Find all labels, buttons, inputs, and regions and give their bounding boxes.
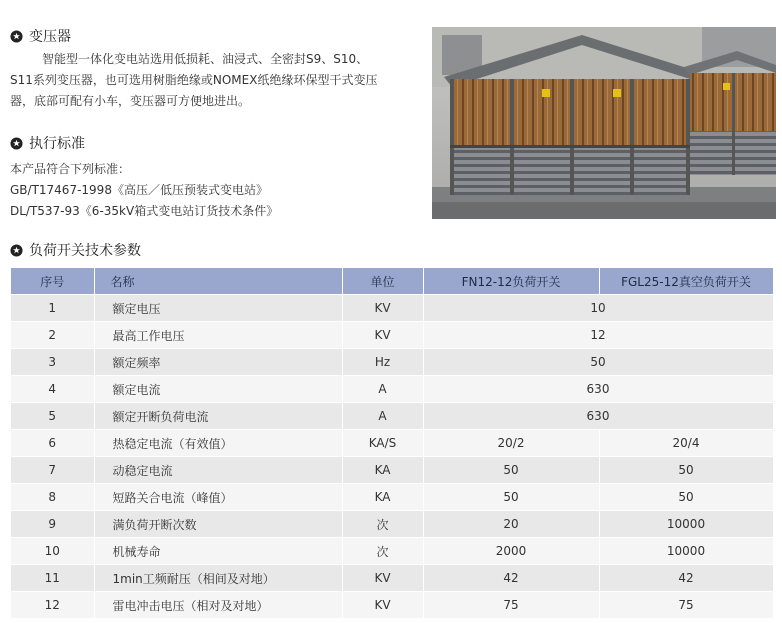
cell-name: 雷电冲击电压（相对及对地） — [94, 592, 342, 619]
cell-no: 10 — [11, 538, 94, 565]
cell-name: 动稳定电流 — [94, 457, 342, 484]
cell-name: 额定电压 — [94, 295, 342, 322]
cell-unit: 次 — [342, 511, 423, 538]
header-fgl25: FGL25-12真空负荷开关 — [599, 268, 773, 295]
cell-value-shared: 10 — [423, 295, 773, 322]
cell-fgl25: 42 — [599, 565, 773, 592]
cell-no: 6 — [11, 430, 94, 457]
table-row — [11, 403, 773, 430]
cell-no: 9 — [11, 511, 94, 538]
transformer-line-2: S11系列变压器，也可选用树脂绝缘或NOMEX纸绝缘环保型干式变压 — [10, 73, 378, 87]
standards-line-1: 本产品符合下列标准： — [10, 162, 131, 176]
cell-value-shared: 12 — [423, 322, 773, 349]
transformer-line-3: 器，底部可配有小车，变压器可方便地进出。 — [10, 94, 251, 108]
section-title-standards — [10, 133, 85, 153]
table-row — [11, 484, 773, 511]
cell-unit: A — [342, 376, 423, 403]
cell-fn12: 20/2 — [423, 430, 599, 457]
cell-unit: KA — [342, 457, 423, 484]
cell-fn12: 50 — [423, 484, 599, 511]
cell-name: 额定频率 — [94, 349, 342, 376]
cell-no: 1 — [11, 295, 94, 322]
table-row — [11, 511, 773, 538]
cell-fn12: 75 — [423, 592, 599, 619]
transformer-line-1: 智能型一体化变电站选用低损耗、油浸式、全密封S9、S10、 — [42, 52, 369, 66]
cell-no: 2 — [11, 322, 94, 349]
cell-no: 7 — [11, 457, 94, 484]
cell-unit: Hz — [342, 349, 423, 376]
cell-unit: 次 — [342, 538, 423, 565]
cell-unit: KV — [342, 565, 423, 592]
load-switch-spec-table — [11, 268, 774, 618]
cell-fn12: 50 — [423, 457, 599, 484]
standards-line-3: DL/T537-93《6-35kV箱式变电站订货技术条件》 — [10, 204, 279, 218]
cell-fn12: 42 — [423, 565, 599, 592]
cell-fn12: 2000 — [423, 538, 599, 565]
cell-fgl25: 75 — [599, 592, 773, 619]
cell-no: 11 — [11, 565, 94, 592]
gear-bullet-icon — [10, 30, 23, 43]
cell-value-shared: 50 — [423, 349, 773, 376]
cell-name: 满负荷开断次数 — [94, 511, 342, 538]
section-title-text: 执行标准 — [29, 136, 85, 152]
header-unit: 单位 — [342, 268, 423, 295]
standards-line-2: GB/T17467-1998《高压／低压预装式变电站》 — [10, 183, 268, 197]
cell-fgl25: 50 — [599, 457, 773, 484]
gear-bullet-icon — [10, 137, 23, 150]
header-fn12: FN12-12负荷开关 — [423, 268, 599, 295]
cell-unit: KA/S — [342, 430, 423, 457]
cell-name: 额定电流 — [94, 376, 342, 403]
cell-name: 最高工作电压 — [94, 322, 342, 349]
cell-value-shared: 630 — [423, 403, 773, 430]
table-row — [11, 376, 773, 403]
cell-no: 4 — [11, 376, 94, 403]
section-title-switch-params — [10, 240, 141, 260]
cell-unit: A — [342, 403, 423, 430]
gear-bullet-icon — [10, 244, 23, 257]
cell-fgl25: 10000 — [599, 511, 773, 538]
cell-value-shared: 630 — [423, 376, 773, 403]
cell-name: 额定开断负荷电流 — [94, 403, 342, 430]
table-row — [11, 322, 773, 349]
table-row — [11, 538, 773, 565]
substation-photo — [432, 27, 776, 219]
cell-no: 12 — [11, 592, 94, 619]
table-body — [11, 295, 773, 619]
cell-no: 3 — [11, 349, 94, 376]
cell-no: 5 — [11, 403, 94, 430]
table-row — [11, 295, 773, 322]
cell-name: 1min工频耐压（相间及对地） — [94, 565, 342, 592]
cell-fgl25: 50 — [599, 484, 773, 511]
cell-unit: KA — [342, 484, 423, 511]
table-header-row — [11, 268, 773, 295]
table-row — [11, 430, 773, 457]
cell-no: 8 — [11, 484, 94, 511]
cell-name: 机械寿命 — [94, 538, 342, 565]
table-row — [11, 592, 773, 619]
table-row — [11, 457, 773, 484]
section-title-text: 变压器 — [29, 29, 71, 45]
cell-unit: KV — [342, 295, 423, 322]
cell-unit: KV — [342, 592, 423, 619]
cell-name: 热稳定电流（有效值） — [94, 430, 342, 457]
table-row — [11, 565, 773, 592]
section-title-transformer — [10, 26, 71, 46]
cell-fgl25: 20/4 — [599, 430, 773, 457]
cell-unit: KV — [342, 322, 423, 349]
table-row — [11, 349, 773, 376]
cell-fn12: 20 — [423, 511, 599, 538]
cell-fgl25: 10000 — [599, 538, 773, 565]
section-title-text: 负荷开关技术参数 — [29, 243, 141, 259]
header-no: 序号 — [11, 268, 94, 295]
header-name: 名称 — [94, 268, 342, 295]
cell-name: 短路关合电流（峰值） — [94, 484, 342, 511]
